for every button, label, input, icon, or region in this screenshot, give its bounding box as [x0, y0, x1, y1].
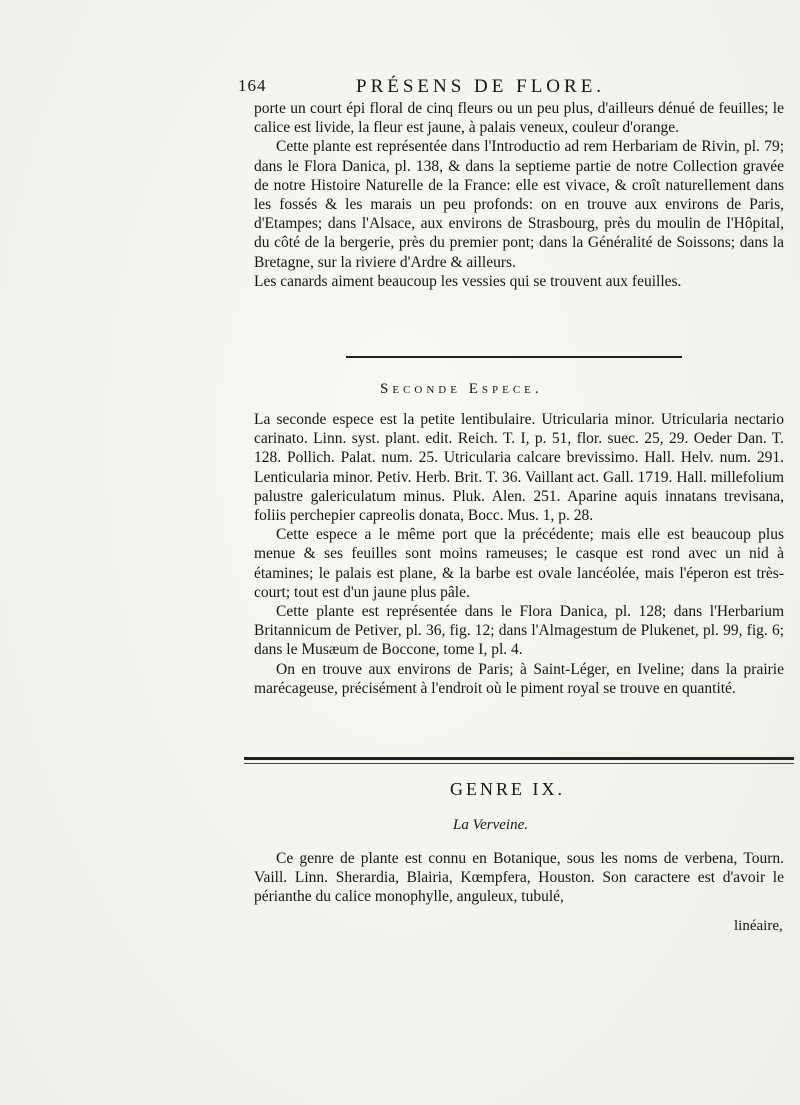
genre-subtitle: La Verveine. [453, 817, 528, 833]
paragraph: porte un court épi floral de cinq fleurs ou un peu plus, d'ailleurs dénué de feuilles; le calice est livide, la fleur est jaune, à palais veneux, couleur d'orange. [254, 100, 784, 137]
running-title: PRÉSENS DE FLORE. [356, 76, 606, 97]
genre-title: GENRE IX. [450, 779, 565, 799]
paragraph: Ce genre de plante est connu en Botanique, sous les noms de verbena, Tourn. Vaill. Linn. Sherardia, Blairia, Kœmpfera, Houston. Son caractere est d'avoir le périanthe du calice monophylle, anguleux, tubulé, [254, 850, 784, 906]
paragraph: Cette espece a le même port que la précédente; mais elle est beaucoup plus menue & ses feuilles sont moins rameuses; le casque est rond avec un nid à étamines; le palais est plane, & la barbe est ovale lancéolée, mais l'éperon est très-court; tout est d'un jaune plus pâle. [254, 526, 784, 601]
text-block-3 [254, 849, 784, 907]
text-block-1 [254, 99, 784, 291]
paragraph: Cette plante est représentée dans le Flora Danica, pl. 128; dans l'Herbarium Britannicum de Petiver, pl. 36, fig. 12; dans l'Almagestum de Plukenet, pl. 99, fig. 6; dans le Musæum de Boccone, tome I, pl. 4. [254, 603, 784, 659]
paragraph: Les canards aiment beaucoup les vessies qui se trouvent aux feuilles. [254, 272, 682, 290]
section-title: Seconde Espece. [380, 381, 543, 397]
paragraph: La seconde espece est la petite lentibulaire. Utricularia minor. Utricularia nectario carinato. Linn. syst. plant. edit. Reich. T. I, p. 51, flor. suec. 25, 29. Oeder Dan. T. 128. Pollich. Palat. num. 25. Utricularia calcare brevissimo. Hall. Helv. num. 291. Lenticularia minor. Petiv. Herb. Brit. T. 36. Vaillant act. Gall. 1719. Hall. millefolium palustre galericulatum minus. Pluk. Alen. 251. Aparine aquis innatans trevisana, foliis perchepier capreolis donata, Bocc. Mus. 1, p. 28. [254, 411, 784, 525]
paragraph: Cette plante est représentée dans l'Introductio ad rem Herbariam de Rivin, pl. 79; dans le Flora Danica, pl. 138, & dans la septieme partie de notre Collection gravée de notre Histoire Naturelle de la France: elle est vivace, & croît naturellement dans les fossés & les marais un peu profonds: on en trouve aux environs de Paris, d'Etampes; dans l'Alsace, aux environs de Strasbourg, près du moulin de l'Hôpital, du côté de la bergerie, près du premier pont; dans la Généralité de Soissons; dans la Bretagne, sur la riviere d'Ardre & ailleurs. [254, 138, 784, 271]
genre-divider [244, 757, 794, 760]
catchword: linéaire, [734, 918, 783, 934]
genre-divider-thin [244, 763, 794, 764]
section-divider [346, 356, 682, 358]
page-number: 164 [238, 76, 267, 95]
text-block-2 [254, 410, 784, 698]
paragraph: On en trouve aux environs de Paris; à Saint-Léger, en Iveline; dans la prairie marécageuse, précisément à l'endroit où le piment royal se trouve en quantité. [254, 660, 784, 697]
